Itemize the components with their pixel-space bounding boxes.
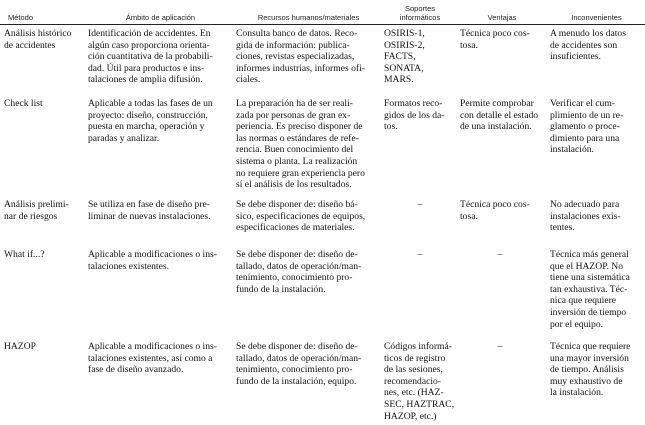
cell-metodo: Análisis prelimi- nar de riesgos	[4, 199, 69, 222]
cell-metodo: What if...?	[4, 249, 45, 260]
header-soportes: Soportes informáticos	[399, 4, 441, 22]
cell-inconvenientes: No adecuado para instalaciones exis- tentes.	[550, 199, 621, 234]
header-rule	[0, 24, 645, 25]
cell-ventajas: Técnica poco cos- tosa.	[460, 199, 530, 222]
cell-metodo: Análisis histórico de accidentes	[4, 28, 72, 51]
cell-inconvenientes: Verificar el cum- plimiento de un re- glamento o proce- dimiento para una instalación.	[550, 98, 624, 156]
header-inconvenientes: Inconvenientes	[571, 12, 622, 22]
header-metodo: Método	[8, 12, 34, 22]
cell-soportes: OSIRIS-1, OSIRIS-2, FACTS, SONATA, MARS.	[384, 28, 425, 86]
cell-ambito: Se utiliza en fase de diseño pre- liminar de nuevas instalaciones.	[88, 199, 211, 222]
cell-inconvenientes: Técnica que requiere una mayor inversión de tiempo. Análisis muy exhaustivo de la instalación.	[550, 341, 631, 399]
cell-inconvenientes: A menudo los datos de accidentes son insuficientes.	[550, 28, 626, 63]
cell-ambito: Identificación de accidentes. En algún caso proporciona orienta- ción cuantitativa de la probabili- dad. Útil para productos e ins- talaciones de amplia difusión.	[88, 28, 213, 86]
cell-soportes: Códigos informá- ticos de registro de las sesiones, recomendacio- nes, etc. (HAZ- SEC, HAZTRAC, HAZOP, etc.)	[384, 341, 455, 422]
header-ventajas: Ventajas	[487, 12, 517, 22]
cell-metodo: Check list	[4, 98, 43, 109]
cell-ventajas: Técnica poco cos- tosa.	[460, 28, 530, 51]
cell-soportes: –	[417, 199, 423, 210]
cell-inconvenientes: Técnica más general que el HAZOP. No tiene una sistemática tan exhaustiva. Téc- nica que requiere inversión de tiempo por el equipo.	[550, 249, 630, 330]
cell-recursos: La preparación ha de ser reali- zada por personas de gran ex- periencia. Es preciso disponer de las normas o estándares de refe- rencia. Buen conocimiento del sistema o planta. La realización no requiere gran experiencia pero sí el análisis de los resultados.	[236, 98, 365, 191]
header-ambito: Ámbito de aplicación	[125, 12, 196, 22]
cell-recursos: Se debe disponer de: diseño de- tallado, datos de operación/man- tenimiento, conocimiento pro- fundo de la instalación.	[236, 249, 362, 295]
cell-soportes: –	[417, 249, 423, 260]
cell-ambito: Aplicable a todas las fases de un proyecto: diseño, construcción, puesta en marcha, operación y paradas y analizar.	[88, 98, 213, 144]
cell-ambito: Aplicable a modificaciones o ins- talaciones existentes, así como a fase de diseño avanzado.	[88, 341, 217, 376]
cell-recursos: Se debe disponer de: diseño bá- sico, especificaciones de equipos, especificaciones de materiales.	[236, 199, 366, 234]
cell-recursos: Se debe disponer de: diseño de- tallado, datos de operación/man- tenimiento, conocimiento pro- fundo de la instalación, equipo.	[236, 341, 362, 387]
cell-ambito: Aplicable a modificaciones o ins- talaciones existentes.	[88, 249, 217, 272]
cell-metodo: HAZOP	[4, 341, 36, 352]
cell-ventajas: Permite comprobar con detalle el estado de una instalación.	[460, 98, 539, 133]
cell-recursos: Consulta banco de datos. Reco- gida de información: publica- ciones, revistas especializadas, informes industrias, informes ofi- ciales.	[236, 28, 365, 86]
cell-ventajas: –	[497, 249, 503, 260]
cell-soportes: Formatos reco- gidos de los da- tos.	[384, 98, 445, 133]
cell-ventajas: –	[497, 341, 503, 352]
header-recursos: Recursos humanos/materiales	[257, 12, 360, 22]
